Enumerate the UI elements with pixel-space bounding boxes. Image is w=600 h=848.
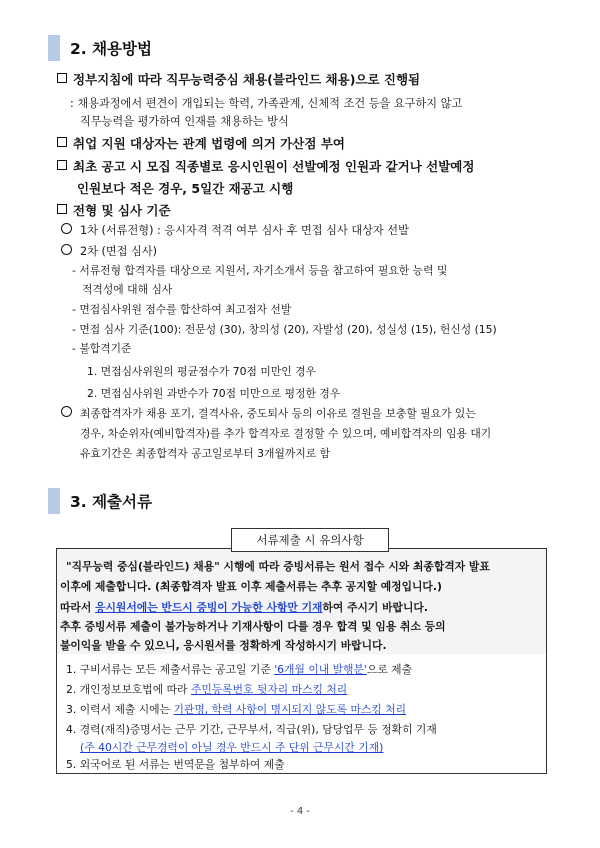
bullet-screening-criteria: 전형 및 심사 기준 (57, 201, 171, 219)
doc-item-3: 3. 이력서 제출 시에는 기관명, 학력 사항이 명시되지 않도록 마스킹 처리 (66, 703, 407, 716)
stage-2-interview: 2차 (면접 심사) (61, 243, 157, 259)
section-2-title: 2. 채용방법 (70, 40, 152, 58)
circle-bullet-icon (61, 406, 72, 417)
fail-criterion-2: 2. 면접심사위원 과반수가 70점 미만으로 평정한 경우 (87, 387, 341, 400)
bullet-bonus-points: 취업 지원 대상자는 관계 법령에 의거 가산점 부여 (57, 134, 345, 152)
heading-bar (48, 488, 60, 514)
fail-criteria-label: - 불합격기준 (72, 342, 132, 355)
interview-detail-2: - 면접심사위원 점수를 합산하여 최고점자 선발 (72, 303, 292, 316)
blind-hiring-note-2: 직무능력을 평가하여 인재를 채용하는 방식 (80, 115, 289, 128)
page-number: - 4 - (290, 806, 310, 817)
reserve-candidate-rule-2: 경우, 차순위자(예비합격자)를 추가 합격자로 결정할 수 있으며, 예비합격자의 임용 대기 (80, 427, 492, 440)
section-3-title: 3. 제출서류 (70, 493, 152, 511)
fail-criterion-1: 1. 면접심사위원의 평균점수가 70점 미만인 경우 (87, 365, 316, 378)
stage-1-document-screening: 1차 (서류전형) : 응시자격 적격 여부 심사 후 면접 심사 대상자 선발 (61, 222, 409, 238)
doc-item-4: 4. 경력(재직)증명서는 근무 기간, 근무부서, 직급(위), 담당업무 등 정확히 기재 (66, 723, 437, 736)
reserve-candidate-rule-3: 유효기간은 최종합격자 공고일로부터 3개월까지로 함 (80, 447, 331, 460)
bullet-reannouncement: 최초 공고 시 모집 직종별로 응시인원이 선발예정 인원과 같거나 선발예정 (57, 157, 474, 175)
doc-item-2: 2. 개인정보보호법에 따라 주민등록번호 뒷자리 마스킹 처리 (66, 683, 348, 696)
notice-paragraph-1-cont: 이후에 제출합니다. (최종합격자 발표 이후 제출서류는 추후 공지할 예정입니다.) (60, 580, 442, 593)
notice-paragraph-3: 추후 증빙서류 제출이 불가능하거나 기재사항이 다를 경우 합격 및 임용 취소 등의 (60, 620, 446, 633)
notice-paragraph-1: "직무능력 중심(블라인드) 채용" 시행에 따라 증빙서류는 원서 접수 시와 최종합격자 발표 (66, 560, 490, 573)
doc-item-1: 1. 구비서류는 모든 제출서류는 공고일 기준 '6개월 이내 발행분'으로 제출 (66, 663, 413, 676)
square-bullet-icon (57, 73, 67, 83)
square-bullet-icon (57, 160, 67, 170)
section-2-heading (48, 35, 168, 61)
notice-emphasis-link: 응시원서에는 반드시 증빙이 가능한 사항만 기재 (95, 601, 323, 614)
notice-title: 서류제출 시 유의사항 (231, 528, 389, 552)
section-3-heading (48, 488, 168, 514)
reannouncement-line-2: 인원보다 적은 경우, 5일간 재공고 시행 (77, 181, 294, 196)
square-bullet-icon (57, 204, 67, 214)
doc-item-5: 5. 외국어로 된 서류는 번역문을 첨부하여 제출 (66, 758, 285, 771)
square-bullet-icon (57, 137, 67, 147)
circle-bullet-icon (61, 223, 72, 234)
interview-detail-1-cont: 적격성에 대해 심사 (82, 283, 173, 296)
reserve-candidate-rule: 최종합격자가 채용 포기, 결격사유, 중도퇴사 등의 이유로 결원을 보충할 필요가 있는 (61, 406, 476, 421)
notice-paragraph-2: 따라서 응시원서에는 반드시 증빙이 가능한 사항만 기재하여 주시기 바랍니다. (60, 601, 428, 614)
interview-criteria: - 면접 심사 기준(100): 전문성 (30), 창의성 (20), 자발성 (20), 성실성 (15), 헌신성 (15) (72, 323, 497, 336)
heading-bar (48, 35, 60, 61)
circle-bullet-icon (61, 244, 72, 255)
blind-hiring-note-1: : 채용과정에서 편견이 개입되는 학력, 가족관계, 신체적 조건 등을 요구하지 않고 (70, 97, 463, 110)
interview-detail-1: - 서류전형 합격자를 대상으로 지원서, 자기소개서 등을 참고하여 필요한 능력 및 (72, 264, 448, 277)
doc-item-4-note: (주 40시간 근무경력이 아닐 경우 반드시 주 단위 근무시간 기재) (80, 741, 384, 754)
bullet-blind-hiring: 정부지침에 따라 직무능력중심 채용(블라인드 채용)으로 진행됨 (57, 70, 420, 88)
notice-paragraph-3-cont: 불이익을 받을 수 있으니, 응시원서를 정확하게 작성하시기 바랍니다. (60, 639, 387, 652)
